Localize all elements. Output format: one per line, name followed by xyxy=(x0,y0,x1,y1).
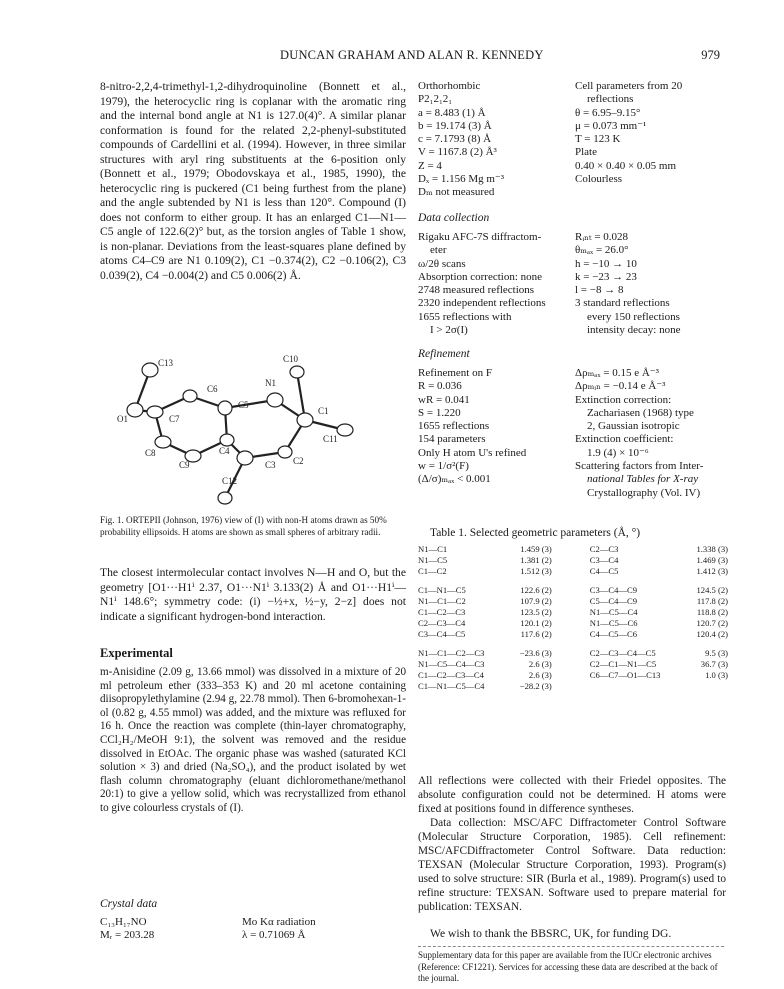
ref-line: wR = 0.041 xyxy=(418,393,470,406)
atom-label: C4 xyxy=(219,446,230,456)
table-cell: C1—N1—C5 xyxy=(418,585,466,595)
dc-line: eter xyxy=(430,244,447,257)
table-cell: 1.338 (3) xyxy=(696,544,728,554)
table-cell: N1—C1—C2 xyxy=(418,596,466,606)
table-cell: 1.0 (3) xyxy=(705,670,728,680)
ref-line: Extinction coefficient: xyxy=(575,433,674,446)
dc-line: Rigaku AFC-7S diffractom- xyxy=(418,231,542,243)
ref-line: Crystallography (Vol. IV) xyxy=(587,486,701,499)
table-cell: 2.6 (3) xyxy=(528,659,552,669)
table-cell: N1—C1—C2—C3 xyxy=(418,648,485,658)
molar-mass: Mᵣ = 203.28 xyxy=(100,929,155,942)
crystal-data-heading: Crystal data xyxy=(100,898,158,910)
dc-line: I > 2σ(I) xyxy=(430,324,468,337)
atom-label: C2 xyxy=(293,456,304,466)
table-cell xyxy=(552,681,684,692)
cell-line: Orthorhombic xyxy=(418,80,481,92)
ref-line: 2, Gaussian isotropic xyxy=(587,420,680,433)
divider xyxy=(418,946,724,947)
crystal-data-block xyxy=(100,916,400,943)
atom-label: N1 xyxy=(265,378,276,388)
ref-line: Scattering factors from Inter- xyxy=(575,460,704,473)
dc-right xyxy=(575,231,725,337)
refinement-heading: Refinement xyxy=(418,348,470,360)
table-cell: 124.5 (2) xyxy=(696,585,728,595)
table-cell: C1—C2—C3 xyxy=(418,607,466,617)
cell-line: b = 19.174 (3) Å xyxy=(418,119,492,132)
data-collection-heading: Data collection xyxy=(418,212,490,224)
dc-line: Absorption correction: none xyxy=(418,270,543,283)
dc-line: every 150 reflections xyxy=(587,310,680,323)
geometric-table xyxy=(418,544,728,692)
table-cell: 120.1 (2) xyxy=(520,618,552,628)
table-cell: 117.6 (2) xyxy=(520,629,552,639)
figure-caption: Fig. 1. ORTEPII (Johnson, 1976) view of (I) with non-H atoms drawn as 50% probability ellipsoids. H atoms are shown as small spheres of arbitrary radii. xyxy=(100,515,387,537)
radiation: Mo Kα radiation xyxy=(242,916,316,928)
table-row xyxy=(418,670,728,681)
cell-line: V = 1167.8 (2) Å³ xyxy=(418,146,497,159)
ref-line: R = 0.036 xyxy=(418,380,462,393)
experimental-heading: Experimental xyxy=(100,646,173,660)
table-cell: N1—C5 xyxy=(418,555,448,565)
table-cell: C5—C4—C9 xyxy=(589,596,638,606)
cell-line: θ = 6.95–9.15° xyxy=(575,106,641,119)
table-spacer xyxy=(418,640,728,648)
atom-label: C13 xyxy=(158,358,174,368)
table-cell: 1.459 (3) xyxy=(520,544,552,554)
page-number: 979 xyxy=(701,48,720,62)
cell-line: Colourless xyxy=(575,173,623,186)
atom-label: O1 xyxy=(117,414,128,424)
dc-line: l = −8 → 8 xyxy=(575,284,624,297)
table-cell: 1.469 (3) xyxy=(696,555,728,565)
dc-left xyxy=(418,231,573,337)
table-cell: C4—C5—C6 xyxy=(589,629,638,639)
table-cell: C2—C3—C4—C5 xyxy=(589,648,656,658)
table-spacer xyxy=(418,577,728,585)
atom-label: C6 xyxy=(207,384,218,394)
table-row xyxy=(418,681,728,692)
ref-line: 1.9 (4) × 10⁻⁶ xyxy=(587,446,649,459)
ref-line: national Tables for X-ray xyxy=(587,473,699,486)
table-cell: C4—C5 xyxy=(589,566,619,576)
ref-line: Δρₘᵢₙ = −0.14 e Å⁻³ xyxy=(575,380,666,393)
table-cell: 120.4 (2) xyxy=(696,629,728,639)
ref-line: S = 1.220 xyxy=(418,406,461,419)
table-cell: C3—C4—C9 xyxy=(589,585,638,595)
wavelength: λ = 0.71069 Å xyxy=(242,929,306,942)
table-cell: 9.5 (3) xyxy=(705,648,728,658)
atom-label: C7 xyxy=(169,414,180,424)
table-cell: C2—C1—N1—C5 xyxy=(589,659,657,669)
table-cell: 1.412 (3) xyxy=(696,566,728,576)
cell-line: Plate xyxy=(575,146,597,159)
table-cell: 1.381 (2) xyxy=(520,555,552,565)
dc-line: 2320 independent reflections xyxy=(418,297,546,310)
ref-line: Zachariasen (1968) type xyxy=(587,406,694,419)
cell-line: 0.40 × 0.40 × 0.05 mm xyxy=(575,159,677,172)
cell-line: c = 7.1793 (8) Å xyxy=(418,133,492,146)
table-cell: 122.6 (2) xyxy=(520,585,552,595)
table-cell: C2—C3 xyxy=(589,544,619,554)
table-cell: C6—C7—O1—C13 xyxy=(589,670,661,680)
table-row xyxy=(418,618,728,629)
atom-label: C3 xyxy=(265,460,276,470)
friedel-paragraph: All reflections were collected with their Friedel opposites. The absolute configuration could not be determined. H atoms were fixed at positions found in difference syntheses. xyxy=(418,775,726,815)
table-cell: C1—C2 xyxy=(418,566,447,576)
dc-line: θₘₐₓ = 26.0° xyxy=(575,244,629,257)
atom-label: C9 xyxy=(179,460,190,470)
ref-line: 1655 reflections xyxy=(418,420,490,433)
cell-line: Cell parameters from 20 xyxy=(575,80,683,92)
ref-line: Only H atom U's refined xyxy=(418,446,527,459)
table-cell: 2.6 (3) xyxy=(528,670,552,680)
table-cell: N1—C5—C4 xyxy=(589,607,638,617)
table-cell: 36.7 (3) xyxy=(700,659,728,669)
dc-line: intensity decay: none xyxy=(587,324,681,337)
cell-left xyxy=(418,80,573,200)
software-paragraph: Data collection: MSC/AFC Diffractometer Control Software (Molecular Structure Corporation, 1985). Cell refinement: MSC/AFCDiffractometer Control Software. Data reduction: TEXSAN (Molecular Structure Corporation, 1993). Program(s) used to solve structure: SIR (Burla et al., 1989). Program(s) used to refine structure: TEXSAN. Software used to prepare material for publication: TEXSAN. xyxy=(418,817,726,913)
ref-left xyxy=(418,367,573,487)
running-header xyxy=(100,48,720,66)
table-cell xyxy=(683,681,728,692)
cell-line: Dₘ not measured xyxy=(418,186,495,199)
ref-line: Δρₘₐₓ = 0.15 e Å⁻³ xyxy=(575,367,659,379)
cell-line: Dₓ = 1.156 Mg m⁻³ xyxy=(418,173,505,186)
table-row xyxy=(418,555,728,566)
ref-line: 154 parameters xyxy=(418,433,486,446)
atom-label: C1 xyxy=(318,406,329,416)
dc-line: 2748 measured reflections xyxy=(418,284,535,297)
table-cell: 118.8 (2) xyxy=(696,607,728,617)
cell-line: T = 123 K xyxy=(575,133,621,146)
table-cell: C1—N1—C5—C4 xyxy=(418,681,485,691)
atom-label: C12 xyxy=(222,476,238,486)
table-title: Table 1. Selected geometric parameters (Å, °) xyxy=(430,527,641,539)
dc-line: ω/2θ scans xyxy=(418,257,466,270)
table-cell: 117.8 (2) xyxy=(696,596,728,606)
table-cell: 1.512 (3) xyxy=(520,566,552,576)
ref-right xyxy=(575,367,725,500)
table-row xyxy=(418,596,728,607)
ref-line: Extinction correction: xyxy=(575,393,672,406)
atom-label: C11 xyxy=(323,434,338,444)
ref-line: (Δ/σ)ₘₐₓ < 0.001 xyxy=(418,473,491,486)
table-row xyxy=(418,585,728,596)
cell-line: a = 8.483 (1) Å xyxy=(418,106,486,119)
table-cell: −23.6 (3) xyxy=(519,648,552,658)
cell-line: μ = 0.073 mm⁻¹ xyxy=(575,119,647,132)
table-cell: 123.5 (2) xyxy=(520,607,552,617)
table-cell: 120.7 (2) xyxy=(696,618,728,628)
dc-line: Rᵢₙₜ = 0.028 xyxy=(575,231,629,243)
cell-line: P2₁2₁2₁ xyxy=(418,93,453,106)
dc-line: 3 standard reflections xyxy=(575,297,670,310)
contact-paragraph: The closest intermolecular contact involves N—H and O, but the geometry [O1···H1ⁱ 2.37, O1···N1ⁱ 3.133(2) Å and O1···H1ⁱ—N1ⁱ 148.6°; symmetry code: (i) −½+x, ½−y, 2−z] does not indicate a significant hydrogen-bond interaction. xyxy=(100,566,406,623)
table-row xyxy=(418,648,728,659)
dc-line: 1655 reflections with xyxy=(418,310,512,323)
running-title: DUNCAN GRAHAM AND ALAN R. KENNEDY xyxy=(280,48,544,62)
cell-line: reflections xyxy=(587,93,634,106)
table-cell: N1—C5—C6 xyxy=(589,618,638,628)
formula: C₁₃H₁₇NO xyxy=(100,916,147,928)
table-row xyxy=(418,607,728,618)
ref-line: Refinement on F xyxy=(418,367,492,379)
table-row xyxy=(418,629,728,640)
table-row xyxy=(418,659,728,670)
ref-line: w = 1/σ²(F) xyxy=(418,460,469,473)
table-cell: C3—C4 xyxy=(589,555,619,565)
cell-line: Z = 4 xyxy=(418,159,442,172)
atom-label: C8 xyxy=(145,448,156,458)
table-cell: −28.2 (3) xyxy=(519,681,552,691)
ortep-figure xyxy=(115,330,385,512)
intro-paragraph: 8-nitro-2,2,4-trimethyl-1,2-dihydroquinoline (Bonnett et al., 1979), the heterocyclic ring is coplanar with the aromatic ring and the internal bond angle at N1 is 127.0(4)°. A similar planar conformation is found for the related 2,2-phenyl-substituted compounds of Cardellini et al. (1994). However, in three similar structures with aryl ring substituents at the 6-position only (Bonnett et al., 1979; Obodovskaya et al., 1985, 1990), the heterocyclic ring is puckered (C1 being furthest from the plane) and the angle subtended by N1 is less than 120°. Compound (I) does not conform to either group. It has an enlarged C1—N1—C5 angle of 122.6(2)° but, as the torsion angles of Table 1 show, is non-planar. Deviations from the least-squares plane defined by atoms C4–C9 are N1 0.109(2), C1 −0.374(2), C2 −0.106(2), C3 0.039(2), C4 −0.004(2) and C5 0.006(2) Å. xyxy=(100,80,406,282)
table-cell: N1—C1 xyxy=(418,544,448,554)
table-cell: N1—C5—C4—C3 xyxy=(418,659,485,669)
table-row xyxy=(418,544,728,555)
cell-right xyxy=(575,80,725,186)
table-row xyxy=(418,566,728,577)
dc-line: k = −23 → 23 xyxy=(575,270,637,283)
table-cell: C1—C2—C3—C4 xyxy=(418,670,484,680)
supplementary-note: Supplementary data for this paper are available from the IUCr electronic archives (Reference: CF1221). Services for accessing these data are described at the back of the journal. xyxy=(418,950,718,983)
table-cell: C3—C4—C5 xyxy=(418,629,466,639)
experimental-text: m-Anisidine (2.09 g, 13.66 mmol) was dissolved in a mixture of 20 ml petroleum ether (333–353 K) and 20 ml acetone containing diisopropylethylamine (2.94 g, 22.78 mmol). Then 6-bromohexan-1-ol (0.82 g, 4.55 mmol) was added, and the mixture was refluxed for 16 h. Once the reaction was complete (thin-layer chromatography, CCl₂H₂/MeOH 9:1), the solvent was removed and the residue dissolved in EtOAc. The organic phase was washed (saturated KCl solution × 3) and dried (Na₂SO₄), and the product isolated by wet flash column chromatography (eluant dichloromethane/methanol 20:1) to give a yellow solid, which was recrystallized from ethanol to give colourless crystals of (I). xyxy=(100,666,406,814)
table-cell: C2—C3—C4 xyxy=(418,618,466,628)
atom-label: C10 xyxy=(283,354,299,364)
acknowledgement: We wish to thank the BBSRC, UK, for funding DG. xyxy=(430,927,672,940)
table-cell: 107.9 (2) xyxy=(520,596,552,606)
atom-label: C5 xyxy=(238,400,249,410)
dc-line: h = −10 → 10 xyxy=(575,257,637,270)
